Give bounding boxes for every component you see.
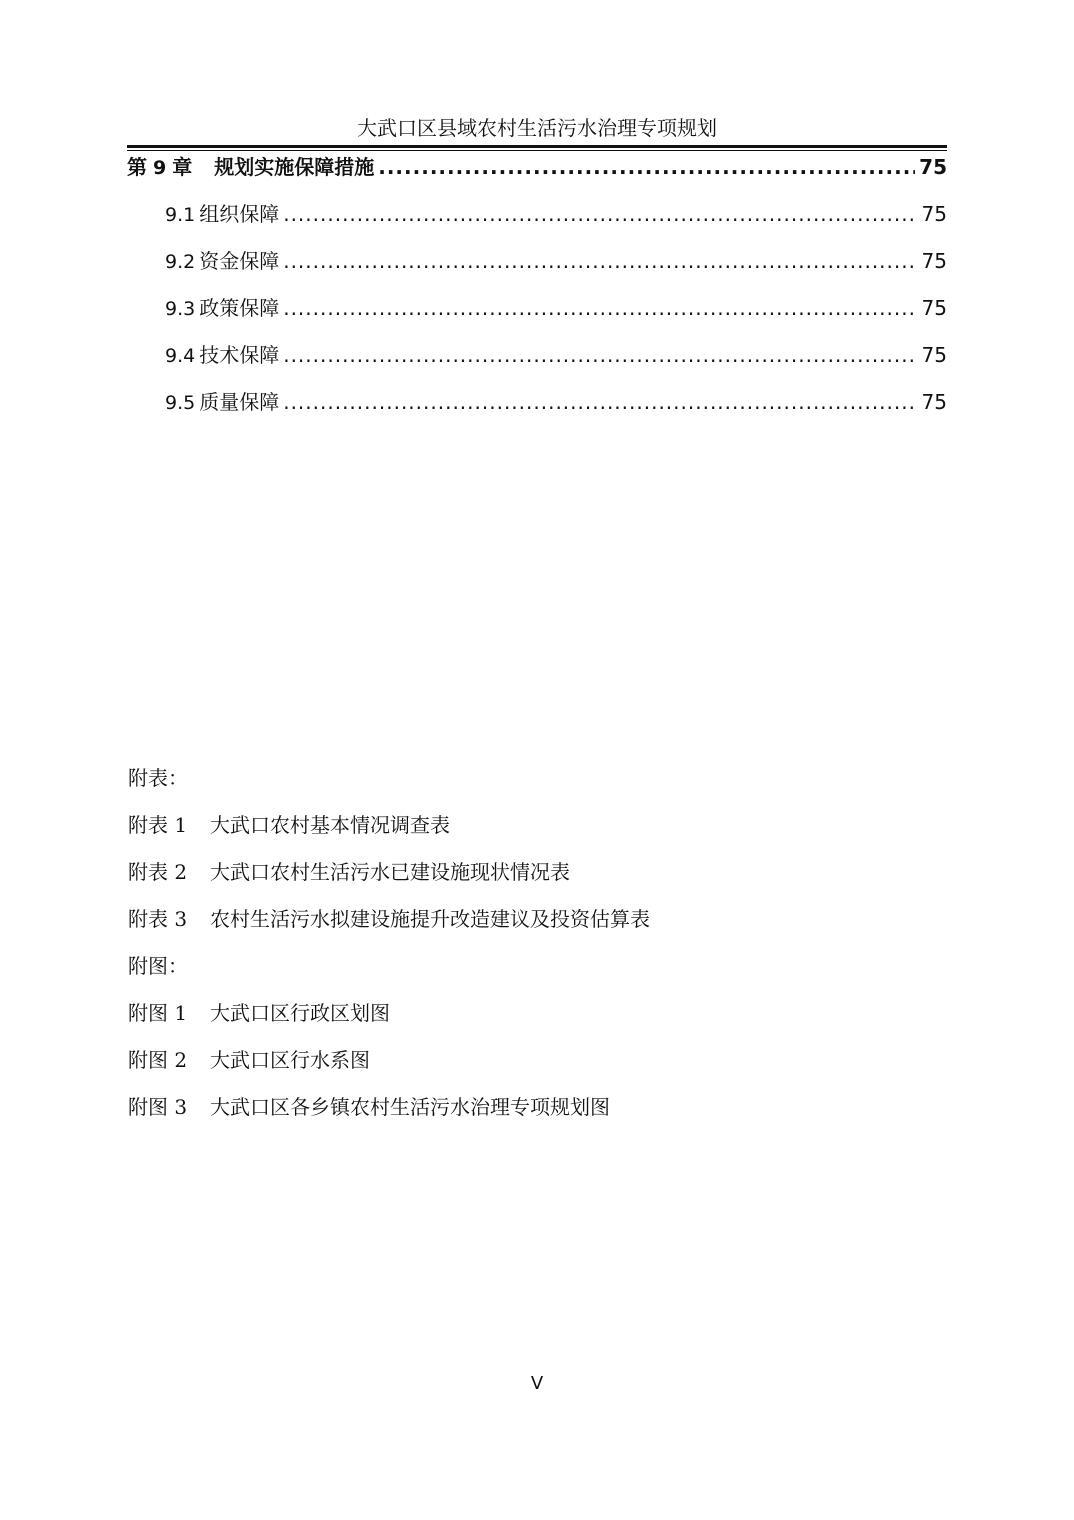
toc-section-title: 质量保障 xyxy=(199,390,280,414)
toc-leader-dots xyxy=(283,198,917,230)
toc-leader-dots xyxy=(283,339,917,371)
appendix-figure-item xyxy=(128,997,948,1044)
toc-section-number: 9.1 xyxy=(165,204,196,226)
toc-chapter-title: 规划实施保障措施 xyxy=(214,155,375,179)
toc-chapter-number: 9 xyxy=(153,157,167,179)
toc-section-label xyxy=(165,245,279,278)
appendix-figure-item xyxy=(128,1091,948,1138)
appendix-figure-tag: 附图 1 xyxy=(128,1001,188,1025)
appendix-table-tag: 附表 2 xyxy=(128,860,188,884)
toc-section-9-1[interactable] xyxy=(127,198,947,245)
toc-section-title: 资金保障 xyxy=(199,249,280,273)
toc-leader-dots xyxy=(283,245,917,277)
appendix-list xyxy=(128,762,948,1138)
toc-chapter-suffix: 章 xyxy=(172,155,193,179)
appendix-tables-heading: 附表： xyxy=(128,766,188,790)
appendix-table-tag: 附表 1 xyxy=(128,813,188,837)
appendix-figure-tag: 附图 2 xyxy=(128,1048,188,1072)
appendix-figures-heading: 附图： xyxy=(128,954,188,978)
toc-section-number: 9.4 xyxy=(165,345,196,367)
appendix-figure-item xyxy=(128,1044,948,1091)
appendix-figure-title: 大武口区行政区划图 xyxy=(210,1001,390,1025)
appendix-figure-tag: 附图 3 xyxy=(128,1095,188,1119)
toc-leader-dots xyxy=(283,386,917,418)
toc-section-label xyxy=(165,198,279,231)
toc-section-title: 技术保障 xyxy=(199,343,280,367)
page-header-title: 大武口区县域农村生活污水治理专项规划 xyxy=(357,116,717,140)
toc-section-label xyxy=(165,386,279,419)
toc-section-number: 9.2 xyxy=(165,251,196,273)
appendix-table-item xyxy=(128,856,948,903)
toc-section-number: 9.5 xyxy=(165,392,196,414)
toc-section-page: 75 xyxy=(921,296,947,320)
appendix-table-tag: 附表 3 xyxy=(128,907,188,931)
appendix-table-item xyxy=(128,809,948,856)
appendix-figure-title: 大武口区各乡镇农村生活污水治理专项规划图 xyxy=(210,1095,610,1119)
toc-section-title: 政策保障 xyxy=(199,296,280,320)
page-number: V xyxy=(530,1373,544,1394)
toc-section-9-3[interactable] xyxy=(127,292,947,339)
toc-section-9-2[interactable] xyxy=(127,245,947,292)
toc-section-label xyxy=(165,339,279,372)
toc-chapter-label xyxy=(127,151,374,184)
appendix-table-title: 农村生活污水拟建设施提升改造建议及投资估算表 xyxy=(210,907,650,931)
toc-section-page: 75 xyxy=(921,343,947,367)
toc-section-page: 75 xyxy=(921,202,947,226)
appendix-table-title: 大武口农村生活污水已建设施现状情况表 xyxy=(210,860,570,884)
header-rule xyxy=(127,145,947,148)
appendix-table-item xyxy=(128,903,948,950)
appendix-figure-title: 大武口区行水系图 xyxy=(210,1048,370,1072)
toc-section-page: 75 xyxy=(921,390,947,414)
toc-leader-dots xyxy=(283,292,917,324)
toc-leader-dots xyxy=(378,151,915,183)
toc-section-9-4[interactable] xyxy=(127,339,947,386)
toc-section-label xyxy=(165,292,279,325)
toc-chapter-9[interactable] xyxy=(127,150,947,198)
toc-section-page: 75 xyxy=(921,249,947,273)
toc-chapter-prefix: 第 xyxy=(127,155,147,179)
toc-section-9-5[interactable] xyxy=(127,386,947,433)
toc-chapter-page: 75 xyxy=(919,155,947,179)
toc-section-title: 组织保障 xyxy=(199,202,280,226)
appendix-table-title: 大武口农村基本情况调查表 xyxy=(210,813,450,837)
toc-section-number: 9.3 xyxy=(165,298,196,320)
table-of-contents xyxy=(127,150,947,433)
